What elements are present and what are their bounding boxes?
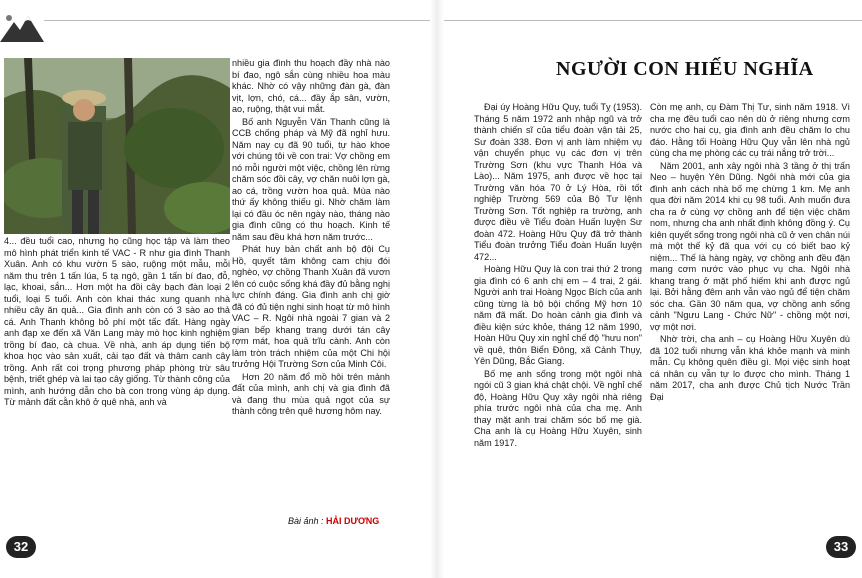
col3-paragraph-1: Đại úy Hoàng Hữu Quy, tuổi Tỵ (1953). Tháng 5 năm 1972 anh nhập ngũ và trở thành chiến sĩ của tiểu đoàn vận tải 25, Sư đoàn 338. Đơn vị anh làm nhiệm vụ vận chuyển phục vụ các đơn vị trên Trường Sơn (khu vực Thanh Hóa và Lào)... Năm 1975, anh được về học tại Trường văn hóa 70 ở Lý Hòa, rồi tốt nghiệp Trường 569 của Bộ Tư lệnh Trường Sơn. Tốt nghiệp ra trường, anh được điều về Tiểu đoàn Huấn luyện Sư đoàn 472. Hoàng Hữu Quy đã trở thành Tiểu đoàn trưởng Tiểu đoàn Huấn luyện 472... (474, 102, 642, 262)
credit-label: Bài ảnh : (288, 516, 324, 526)
article-photo (4, 58, 230, 234)
column-1 (4, 236, 230, 410)
column-3 (474, 102, 642, 450)
col1-paragraph: 4... đều tuổi cao, nhưng họ cũng học tập và làm theo mô hình phát triển kinh tế VAC - R như gia đình Thanh Xuân. Anh có khu vườn 5 sào, ruộng một mẫu, mỗi năm thu trên 1 tấn lúa, 5 tạ ngô, gần 1 tấn bí đao, đỗ, lạc, khoai, sắn... Hơn một ha đồi cây bạch đàn loại 2 tuổi, loại 5 tuổi. Anh còn khai thác xung quanh nhà nhiều cây ăn quả... Gia đình anh còn có 3 sào ao thả cá. Anh Thanh không bỏ phí một tấc đất. Hàng ngày anh đạp xe đến xã Văn Lang mày mò học kinh nghiệm trồng bí đao, cà chua. Về nhà, anh áp dụng tiến bộ khoa học vào sản xuất, cải tạo đất và thâm canh cây trồng. Anh rất coi trọng phương pháp phòng trừ sâu bệnh, triết ghép và lai tạo cây giống. Từ thành công của mình, anh hướng dẫn cho bà con trong vùng áp dụng. Từ mảnh đất cằn khô ở quê nhà, anh và (4, 236, 230, 407)
photo-credit (288, 516, 379, 526)
col3-paragraph-3: Bố mẹ anh sống trong một ngôi nhà ngói cũ 3 gian khá chật chội. Về nghỉ chế độ, Hoàng Hữu Quy xây ngôi nhà riêng phía trước ngôi nhà của cha mẹ. Anh thay mặt anh trai chăm sóc bố mẹ già. Cha anh là cụ Hoàng Hữu Xuyên, sinh năm 1917. (474, 368, 642, 448)
page-number-left: 32 (6, 536, 36, 558)
page-gutter (430, 0, 444, 578)
header-rule-left (44, 20, 434, 21)
col2-paragraph-1: nhiều gia đình thu hoạch đầy nhà nào bí đao, ngô sắn cùng nhiều hoa màu khác. Nhờ có vậy những đàn gà, đàn vịt, lợn, chó, cá... đầy ắp sân, vườn, ao, ruộng, thật vui mắt. (232, 58, 390, 114)
page-number-right: 33 (826, 536, 856, 558)
article-title: NGƯỜI CON HIẾU NGHĨA (556, 58, 814, 80)
credit-author: HẢI DƯƠNG (326, 516, 380, 526)
mountain-logo-icon (0, 8, 44, 48)
col3-paragraph-2: Hoàng Hữu Quy là con trai thứ 2 trong gia đình có 6 anh chị em – 4 trai, 2 gái. Người anh trai Hoàng Ngọc Bích của anh cũng từng là bộ bội chống Mỹ hơn 10 năm đã mất. Do hoàn cảnh gia đình và điều kiện sức khỏe, tháng 12 năm 1990, Hoàn Hữu Quy xin nghỉ chế độ "hưu non" về quê, thôn Biển Đông, xã Cảnh Thụy, Yên Dũng, Bắc Giang. (474, 264, 642, 366)
col2-paragraph-3: Phát huy bản chất anh bộ đội Cụ Hồ, quyết tâm không cam chịu đói nghèo, vợ chồng Thanh Xuân đã vươn lên có cuộc sống khá đầy đủ bằng nghị lực chính đáng. Gia đình anh chị giờ đã có đủ tiện nghi sinh hoạt từ mô hình VAC – R. Ngôi nhà ngoài 7 gian và 2 gian bếp khang trang dưới tán cây rợm mát, hoa quả trĩu cành. Anh còn làm tròn trách nhiệm của một Chi hội trưởng Hội Trường Sơn của Minh Côi. (232, 244, 390, 369)
col4-paragraph-3: Nhờ trời, cha anh – cụ Hoàng Hữu Xuyên dù đã 102 tuổi nhưng vẫn khá khỏe mạnh và minh mẫn. Cụ không quên điều gì. Mọi việc sinh hoạt cá nhân cụ vẫn tự lo được cho mình. Tháng 1 năm 2017, cha anh được Chủ tịch Nước Trần Đại (650, 334, 850, 402)
header-rule-right (440, 20, 862, 21)
col2-paragraph-2: Bố anh Nguyễn Văn Thanh cũng là CCB chống pháp và Mỹ đã nghỉ hưu. Năm nay cụ đã 90 tuổi, tự hào khoe với chúng tôi về con trai: Vợ chồng em nó mỗi người một việc, chồng lên rừng chăm sóc đồi cây, vợ chăn nuôi lợn gà, ao cá, trồng vườn hoa quả. Mùa nào thứ ấy không thiếu gì. Nhờ chăm làm lại có đầu óc nên ngày nào, tháng nào gia đình cũng có thu hoạch. Kinh tế năm sau đều khá hơn năm trước... (232, 116, 390, 242)
col4-paragraph-1: Còn mẹ anh, cụ Đàm Thị Tư, sinh năm 1918. Vì cha mẹ đều tuổi cao nên dù ở riêng nhưng cơm nước cho hai cụ, gia đình anh đều chăm lo chu đáo. Hằng tối Hoàng Hữu Quy vẫn lên nhà ngủ cùng cha mẹ phòng các cụ trái nắng trở trời... (650, 102, 850, 158)
column-4 (650, 102, 850, 404)
col2-paragraph-4: Hơn 20 năm đổ mồ hôi trên mảnh đất của mình, anh chị và gia đình đã và đang thu mùa quả ngọt của sự thành công trên quê hương hôm nay. (232, 371, 390, 416)
column-2 (232, 58, 390, 419)
col4-paragraph-2: Năm 2001, anh xây ngôi nhà 3 tầng ở thị trấn Neo – huyện Yên Dũng. Ngôi nhà mới của gia đình anh cách nhà bố mẹ chừng 1 km. Mẹ anh qua đời năm 2014 khi cụ 98 tuổi. Anh muốn đưa cha ra ở cùng vợ chồng anh để tiện việc chăm nom, nhưng cha anh nhất định không đồng ý. Cụ kiên quyết sống trong ngôi nhà cũ ở ven chân núi mà một thế kỷ đã qua với cụ có biết bao kỷ niệm... Thế là hàng ngày, vợ chồng anh đều đặn mang cơm nước vào phục vụ cha. Ngôi nhà khang trang ở mặt phố hiếm khi anh được ngủ lại. Bởi hằng đêm anh vẫn vào ngủ để tiện chăm sóc cha. Gần 30 năm qua, vợ chồng anh sống cảnh "Ngưu Lang - Chức Nữ" - chồng một nơi, vợ một nơi. (650, 160, 850, 332)
